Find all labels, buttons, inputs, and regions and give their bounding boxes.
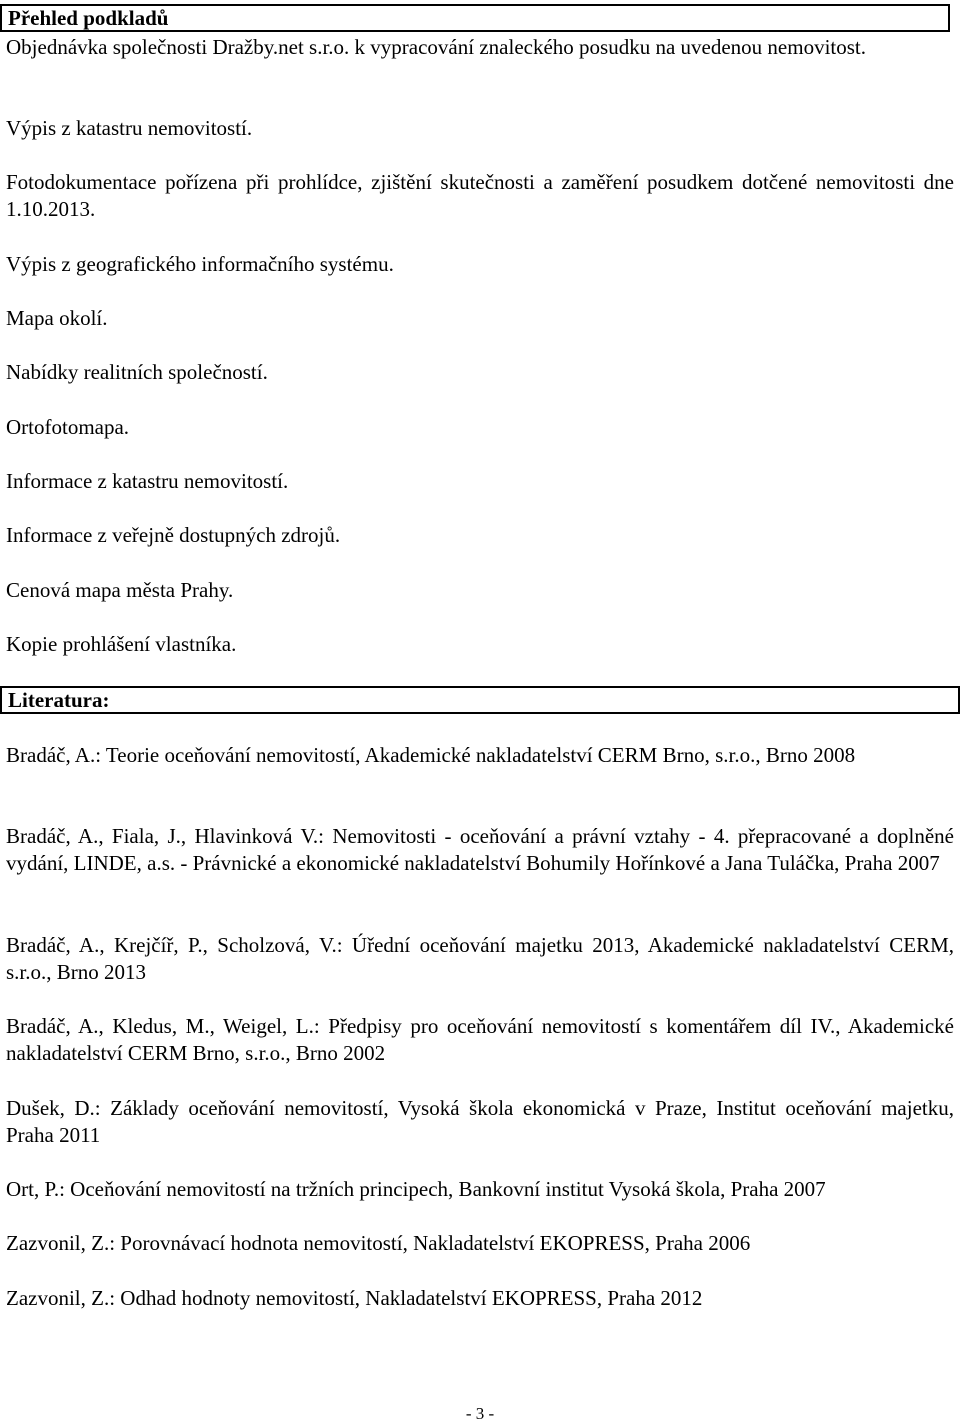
source-item: Kopie prohlášení vlastníka. [6,632,237,656]
source-item: Ortofotomapa. [6,415,130,439]
page-number: - 3 - [465,1404,495,1423]
source-item: Informace z katastru nemovitostí. [6,469,289,493]
section-title-literature: Literatura: [0,686,960,714]
literature-item: Bradáč, A., Fiala, J., Hlavinková V.: Nemovitosti - oceňování a právní vztahy - 4. přepracované a doplněné vydání, LINDE, a.s. - Právnické a ekonomické nakladatelství Bohumily Hořínkové a Jana Tuláčka, Praha 2007 [6,824,954,875]
literature-item: Zazvonil, Z.: Porovnávací hodnota nemovitostí, Nakladatelství EKOPRESS, Praha 2006 [6,1231,751,1255]
source-item: Výpis z katastru nemovitostí. [6,116,253,140]
source-item: Výpis z geografického informačního systému. [6,252,394,276]
literature-item: Ort, P.: Oceňování nemovitostí na tržních principech, Bankovní institut Vysoká škola, Praha 2007 [6,1177,826,1201]
source-item: Objednávka společnosti Dražby.net s.r.o. k vypracování znaleckého posudku na uvedenou nemovitost. [6,35,866,59]
literature-item: Bradáč, A.: Teorie oceňování nemovitostí, Akademické nakladatelství CERM Brno, s.r.o., Brno 2008 [6,743,856,767]
literature-item: Bradáč, A., Krejčíř, P., Scholzová, V.: Úřední oceňování majetku 2013, Akademické nakladatelství CERM, s.r.o., Brno 2013 [6,933,954,984]
section-title-sources: Přehled podkladů [0,4,950,32]
source-item: Fotodokumentace pořízena při prohlídce, zjištění skutečnosti a zaměření posudkem dotčené nemovitosti dne 1.10.2013. [6,170,954,221]
source-item: Informace z veřejně dostupných zdrojů. [6,523,341,547]
literature-item: Zazvonil, Z.: Odhad hodnoty nemovitostí, Nakladatelství EKOPRESS, Praha 2012 [6,1286,703,1310]
literature-item: Dušek, D.: Základy oceňování nemovitostí, Vysoká škola ekonomická v Praze, Institut oceňování majetku, Praha 2011 [6,1096,954,1147]
source-item: Nabídky realitních společností. [6,360,268,384]
source-item: Mapa okolí. [6,306,108,330]
literature-item: Bradáč, A., Kledus, M., Weigel, L.: Předpisy pro oceňování nemovitostí s komentářem díl IV., Akademické nakladatelství CERM Brno, s.r.o., Brno 2002 [6,1014,954,1065]
source-item: Cenová mapa města Prahy. [6,578,234,602]
